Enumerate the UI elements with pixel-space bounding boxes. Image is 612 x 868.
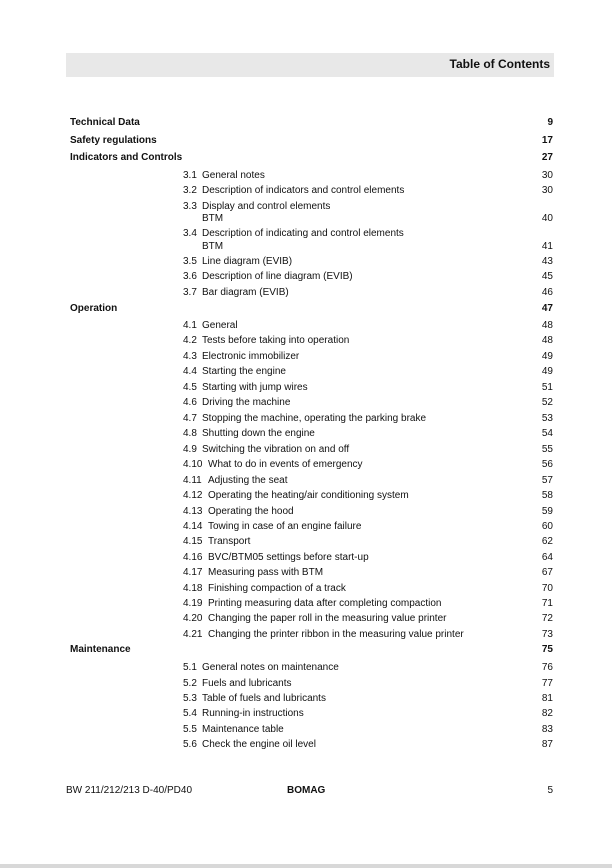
page-title: Table of Contents: [449, 57, 550, 71]
toc-entry-number: 4.1: [183, 320, 197, 331]
toc-entry-number: 5.2: [183, 678, 197, 689]
toc-entry-page: 60: [541, 521, 553, 532]
toc-entry-label: BVC/BTM05 settings before start-up: [208, 552, 369, 563]
toc-entry-number: 5.4: [183, 708, 197, 719]
toc-entry-number: 4.2: [183, 335, 197, 346]
toc-entry-label: Towing in case of an engine failure: [208, 521, 362, 532]
toc-entry-label: Switching the vibration on and off: [202, 444, 350, 455]
toc-entry-page: 67: [541, 567, 553, 578]
toc-entry-label: Operating the hood: [208, 506, 294, 517]
toc-entry-label: Operating the heating/air conditioning system: [208, 490, 409, 501]
toc-entry-page: 48: [541, 335, 553, 346]
toc-entry-page: 30: [541, 185, 553, 196]
toc-entry-label: Driving the machine: [202, 397, 291, 408]
toc-entry-number: 4.10: [183, 459, 203, 470]
toc-entry-label: Changing the paper roll in the measuring value printer: [208, 613, 447, 624]
toc-entry-label: Printing measuring data after completing compaction: [208, 598, 442, 609]
toc-entry-number: 4.6: [183, 397, 197, 408]
toc-entry-number: 4.9: [183, 444, 197, 455]
footer-page-number: 5: [547, 785, 553, 796]
toc-entry-page: 59: [541, 506, 553, 517]
toc-section-title: Indicators and Controls: [70, 152, 183, 163]
toc-entry-page: 58: [541, 490, 553, 501]
toc-section-page: 47: [541, 303, 553, 314]
toc-entry-number: 4.5: [183, 382, 197, 393]
toc-entry-label-line2: BTM: [202, 213, 224, 224]
toc-entry-number: 4.7: [183, 413, 197, 424]
toc-entry-label: Electronic immobilizer: [202, 351, 300, 362]
toc-entry-number: 4.12: [183, 490, 203, 501]
toc-entry-label: Transport: [208, 536, 251, 547]
toc-entry-number: 5.3: [183, 693, 197, 704]
toc-entry-number: 3.1: [183, 170, 197, 181]
toc-entry-label: Adjusting the seat: [208, 475, 288, 486]
toc-entry-page: 72: [541, 613, 553, 624]
toc-entry-page: 54: [541, 428, 553, 439]
toc-entry-number: 4.18: [183, 583, 203, 594]
toc-entry-page: 73: [541, 629, 553, 640]
toc-entry-label: Changing the printer ribbon in the measuring value printer: [208, 629, 464, 640]
toc-entry-page: 57: [541, 475, 553, 486]
toc-entry-number: 3.5: [183, 256, 197, 267]
toc-entry-label-line2: BTM: [202, 241, 224, 252]
toc-entry-label: Description of line diagram (EVIB): [202, 271, 353, 282]
toc-entry-label: Starting the engine: [202, 366, 286, 377]
toc-entry-page: 81: [541, 693, 553, 704]
toc-entry-number: 4.19: [183, 598, 203, 609]
toc-entry-number: 3.2: [183, 185, 197, 196]
toc-entry-page: 41: [541, 241, 553, 252]
toc-entry-number: 4.21: [183, 629, 203, 640]
toc-entry-label: General notes: [202, 170, 265, 181]
toc-entry-page: 70: [541, 583, 553, 594]
toc-entry-number: 3.7: [183, 287, 197, 298]
toc-entry-label: General notes on maintenance: [202, 662, 339, 673]
toc-entry-page: 87: [541, 739, 553, 750]
toc-entry-page: 64: [541, 552, 553, 563]
toc-entry-label: Display and control elements: [202, 201, 331, 212]
toc-entry-number: 5.6: [183, 739, 197, 750]
toc-entry-number: 4.11: [183, 475, 202, 486]
toc-entry-page: 76: [541, 662, 553, 673]
toc-entry-page: 51: [541, 382, 553, 393]
toc-entry-page: 49: [541, 351, 553, 362]
bottom-edge-bar: [0, 864, 612, 868]
toc-entry-page: 43: [541, 256, 553, 267]
toc-entry-number: 4.16: [183, 552, 203, 563]
toc-entry-label: Table of fuels and lubricants: [202, 693, 326, 704]
toc-entry-label: Starting with jump wires: [202, 382, 308, 393]
toc-entry-label: Shutting down the engine: [202, 428, 315, 439]
toc-entry-label: What to do in events of emergency: [208, 459, 363, 470]
toc-entry-page: 56: [541, 459, 553, 470]
footer-model: BW 211/212/213 D-40/PD40: [66, 785, 193, 796]
toc-section-title: Maintenance: [70, 644, 131, 655]
toc-section-title: Operation: [70, 303, 118, 314]
toc-entry-label: General: [202, 320, 238, 331]
footer-brand: BOMAG: [287, 785, 326, 796]
toc-entry-number: 4.13: [183, 506, 203, 517]
toc-entry-page: 49: [541, 366, 553, 377]
toc-entry-label: Running-in instructions: [202, 708, 304, 719]
toc-entry-page: 62: [541, 536, 553, 547]
toc-entry-number: 4.15: [183, 536, 203, 547]
toc-entry-number: 4.17: [183, 567, 203, 578]
toc-entry-page: 53: [541, 413, 553, 424]
toc-section-title: Safety regulations: [70, 135, 157, 146]
toc-entry-label: Line diagram (EVIB): [202, 256, 293, 267]
toc-entry-number: 3.6: [183, 271, 197, 282]
toc-entry-number: 4.4: [183, 366, 197, 377]
toc-entry-number: 5.5: [183, 724, 197, 735]
toc-entry-page: 71: [541, 598, 553, 609]
header-band: [66, 53, 554, 77]
toc-section-page: 17: [541, 135, 553, 146]
toc-entry-label: Bar diagram (EVIB): [202, 287, 289, 298]
toc-section-page: 75: [541, 644, 553, 655]
toc-entry-label: Finishing compaction of a track: [208, 583, 346, 594]
toc-entry-label: Description of indicators and control elements: [202, 185, 405, 196]
toc-entry-number: 3.4: [183, 228, 197, 239]
toc-entry-page: 30: [541, 170, 553, 181]
toc-entry-page: 40: [541, 213, 553, 224]
toc-entry-page: 55: [541, 444, 553, 455]
toc-entry-number: 4.14: [183, 521, 203, 532]
toc-entry-label: Fuels and lubricants: [202, 678, 292, 689]
toc-entry-label: Tests before taking into operation: [202, 335, 350, 346]
toc-entry-number: 4.3: [183, 351, 197, 362]
toc-entry-number: 5.1: [183, 662, 197, 673]
toc-entry-label: Measuring pass with BTM: [208, 567, 324, 578]
toc-entry-page: 77: [541, 678, 553, 689]
toc-entry-label: Stopping the machine, operating the parking brake: [202, 413, 427, 424]
toc-section-title: Technical Data: [70, 117, 140, 128]
toc-entry-page: 52: [541, 397, 553, 408]
toc-entry-number: 4.8: [183, 428, 197, 439]
toc-entry-page: 46: [541, 287, 553, 298]
toc-entry-page: 83: [541, 724, 553, 735]
toc-entry-label: Check the engine oil level: [202, 739, 316, 750]
toc-entry-number: 4.20: [183, 613, 203, 624]
toc-entry-page: 48: [541, 320, 553, 331]
toc-section-page: 27: [541, 152, 553, 163]
toc-section-page: 9: [547, 117, 553, 128]
toc-entry-page: 45: [541, 271, 553, 282]
toc-entry-page: 82: [541, 708, 553, 719]
toc-entry-number: 3.3: [183, 201, 197, 212]
toc-entry-label: Description of indicating and control elements: [202, 228, 404, 239]
toc-entry-label: Maintenance table: [202, 724, 284, 735]
